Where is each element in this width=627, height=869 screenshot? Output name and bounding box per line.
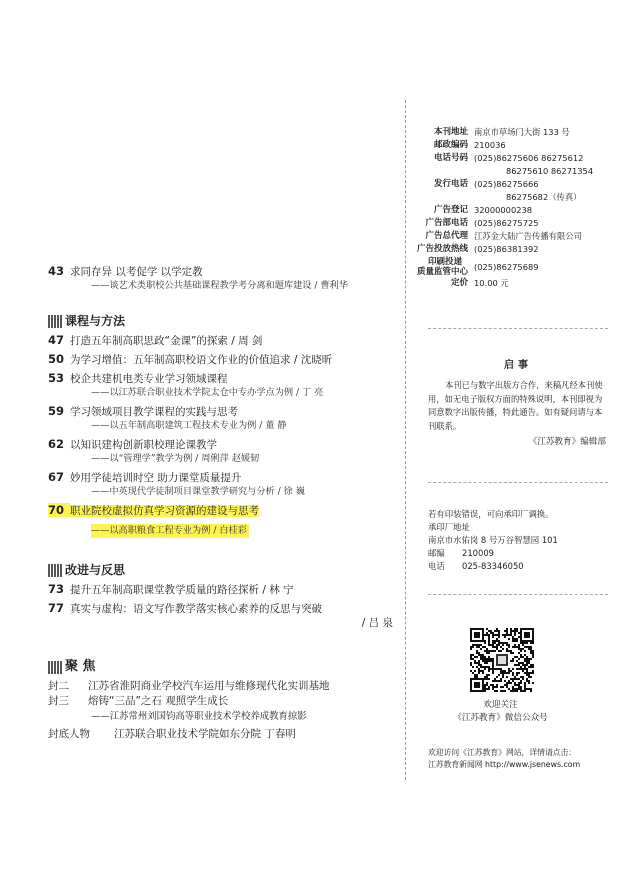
article-title: 提升五年制高职课堂教学质量的路径探析 / 林 宁 [70,584,294,596]
info-row [410,217,610,230]
toc-entry [48,470,403,485]
toc-entry [48,601,403,616]
website-note: 欢迎访问《江苏教育》网站，详情请点击： 江苏教育新闻网 http://www.jsenews.com [428,747,618,770]
focus-item [48,709,403,724]
page-number: 59 [48,404,65,418]
article-title: 职业院校虚拟仿真学习资源的建设与思考 [70,505,259,517]
info-label: 广告部电话 [425,218,468,228]
table-of-contents [48,264,403,742]
toc-entry [48,352,403,367]
info-row [410,277,610,290]
page-number: 47 [48,333,65,347]
info-value: (025)86275666 [474,179,539,189]
article-title: 真实与虚构：语文写作教学落实核心素养的反思与突破 [70,603,322,615]
focus-position: 封二 [48,680,69,692]
info-label: 定价 [450,278,468,288]
info-value: 江苏金大陆广告传播有限公司 [474,231,582,241]
page-number: 77 [48,601,65,615]
publisher-info [410,126,610,290]
notice-box [428,359,608,449]
section-heading-focus: 聚 焦 [48,659,403,675]
info-label: 发行电话 [433,179,468,189]
focus-item [48,679,403,694]
dashed-separator [428,594,608,595]
toc-entry [48,264,403,279]
section-heading-course-method: 课程与方法 [48,313,403,329]
info-label [410,191,468,204]
info-row [410,243,610,256]
info-value: 32000000238 [474,205,533,215]
focus-text: 江苏联合职业技术学院如东分院 丁春明 [114,728,296,740]
info-row [410,165,610,178]
info-value: (025)86275606 86275612 [474,153,584,163]
focus-position: 封三 [48,695,69,707]
article-title: 妙用学徒培训时空 助力课堂质量提升 [70,472,242,484]
qr-code-icon [468,626,536,694]
qr-caption: 欢迎关注 《江苏教育》微信公众号 [453,700,548,723]
page-number: 67 [48,470,65,484]
notice-body: 本刊已与数字出版方合作，来稿凡经本刊使用，如无电子版权方面的特殊说明，本刊即视为同意数字出版传播，特此通告。如有疑问请与本刊联系。 [428,380,603,431]
dashed-separator [428,482,608,483]
article-title: 打造五年制高职思政“金课”的探索 / 周 剑 [70,335,263,347]
toc-entry [48,404,403,419]
printer-note: 若有印装错误，可向承印厂调换。 [428,509,554,519]
section-marker-icon [48,564,62,577]
section-marker-icon [48,661,62,674]
focus-text: ——江苏常州刘国钧高等职业技术学校养成教育掠影 [91,711,307,722]
focus-text: 熔铸“三品”之石 观照学生成长 [88,695,229,707]
toc-entry [48,333,403,348]
page-number: 43 [48,264,65,278]
article-title: 校企共建机电类专业学习领域课程 [70,373,228,385]
article-subtitle: ——以高职粮食工程专业为例 / 白桂彩 [91,525,247,536]
info-label: 广告投放热线 [416,244,468,254]
info-label [410,165,468,178]
article-subtitle: ——以“管理学”教学为例 / 周俐萍 赵媛韧 [91,453,260,464]
notice-title: 启事 [504,360,532,371]
article-title: 为学习增值：五年制高职校语文作业的价值追求 / 沈晓昕 [70,354,333,366]
page-number: 53 [48,371,65,385]
article-subtitle: ——以江苏联合职业技术学院太仓中专办学点为例 / 丁 亮 [91,387,324,398]
info-value: 86275610 86271354 [506,166,594,176]
section-heading-improvement: 改进与反思 [48,562,403,578]
dashed-separator [428,328,608,329]
info-value: 210036 [474,140,506,150]
page-number: 73 [48,582,65,596]
info-row [410,257,610,277]
info-row [410,230,610,243]
info-label: 广告总代理 [425,231,468,241]
article-subtitle: ——中英现代学徒制项目课堂教学研究与分析 / 徐 巍 [91,486,305,497]
info-label: 电话号码 [433,153,468,163]
info-label: 邮政编码 [433,140,468,150]
info-row [410,204,610,217]
info-row [410,126,610,139]
article-subtitle: ——以五年制高职建筑工程技术专业为例 / 董 静 [91,420,287,431]
info-value: (025)86275725 [474,218,539,228]
article-title: 求同存异 以考促学 以学定教 [70,266,203,278]
toc-entry-highlighted [48,503,403,518]
focus-item [48,727,403,742]
focus-text: 江苏省淮阴商业学校汽车运用与维修现代化实训基地 [88,680,330,692]
page-number: 50 [48,352,65,366]
info-label: 印刷投递 质量监管中心 [416,257,468,277]
info-value: 南京市草场门大街 133 号 [474,127,570,137]
info-label: 本刊地址 [433,127,468,137]
article-title: 学习领域项目教学课程的实践与思考 [70,406,238,418]
article-author: / 吕 泉 [361,617,393,629]
focus-position: 封底人物 [48,728,90,740]
website-link[interactable]: 江苏教育新闻网 http://www.jsenews.com [428,759,581,769]
info-value: (025)86275689 [474,261,539,272]
info-value: 10.00 元 [474,278,509,288]
printer-address: 南京市水佑岗 8 号万谷智慧园 101 [428,535,558,545]
info-value: 86275682（传真） [506,192,582,202]
info-row [410,152,610,165]
info-row [410,191,610,204]
info-value: (025)86381392 [474,244,539,254]
info-label: 广告登记 [433,205,468,215]
article-title: 以知识建构创新职校理论课教学 [70,439,217,451]
toc-entry [48,371,403,386]
page-number: 70 [48,503,70,517]
section-marker-icon [48,315,62,328]
notice-signature: 《江苏教育》编辑部 [528,437,606,447]
focus-item [48,694,403,709]
info-row [410,139,610,152]
printer-info [428,508,613,573]
printer-postcode: 邮编 210009 [428,548,494,558]
info-row [410,178,610,191]
toc-entry [48,582,403,597]
printer-phone: 电话 025-83346050 [428,561,524,571]
page-number: 62 [48,437,65,451]
printer-address-label: 承印厂地址 [428,522,470,532]
article-subtitle: ——谈艺术类职校公共基础课程教学考分离和题库建设 / 曹利华 [91,280,348,291]
column-divider [405,100,406,780]
toc-entry [48,437,403,452]
